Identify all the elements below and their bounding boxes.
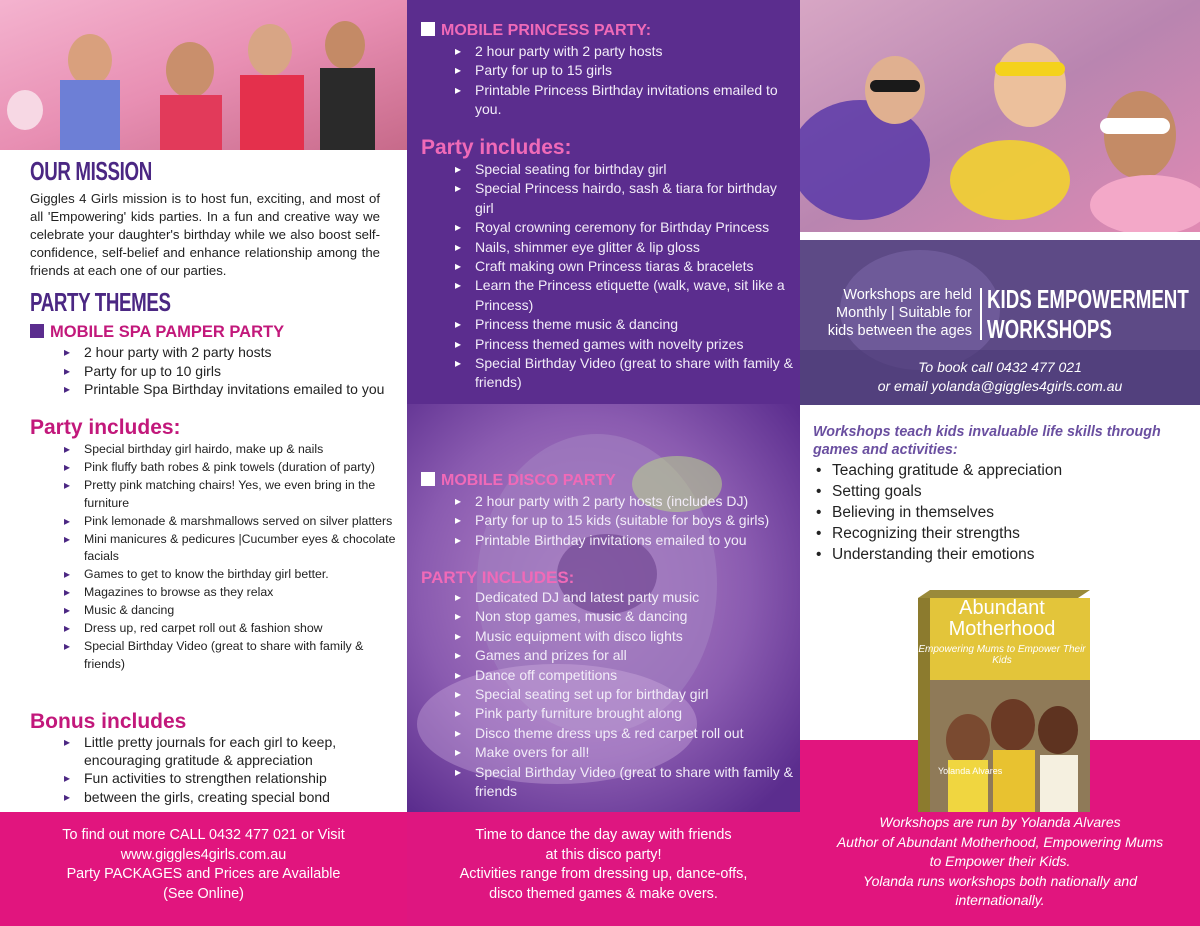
list-item: • Recognizing their strengths — [816, 523, 1186, 544]
book-subtitle: Empowering Mums to Empower Their Kids — [918, 644, 1086, 666]
list-item: ▸ Nails, shimmer eye glitter & lip gloss — [453, 238, 793, 257]
list-item: ▸ Special Birthday Video (great to share with family & friends) — [453, 354, 793, 393]
girls-sunglasses-photo — [800, 0, 1200, 232]
workshops-band — [800, 240, 1200, 405]
footer-line: Activities range from dressing up, dance-offs, — [459, 866, 748, 882]
footer-line: (See Online) — [163, 885, 244, 902]
list-item: ▸ Party for up to 15 girls — [453, 61, 793, 80]
list-item: ▸ Non stop games, music & dancing — [453, 607, 793, 626]
princess-includes-list — [453, 160, 793, 393]
princess-party-title-text: MOBILE PRINCESS PARTY: — [441, 22, 652, 39]
workshops-title — [987, 284, 1189, 344]
footer-line: Party PACKAGES and Prices are Available — [66, 866, 341, 882]
workshops-title-line: WORKSHOPS — [987, 314, 1112, 344]
list-item: ▸ 2 hour party with 2 party hosts — [453, 42, 793, 61]
list-item: ▸ Pink party furniture brought along — [453, 704, 793, 723]
list-item: ▸ Pink fluffy bath robes & pink towels (duration of party) — [62, 459, 397, 477]
workshops-schedule-line: Monthly | Suitable for — [836, 305, 972, 321]
disco-party-list — [453, 492, 793, 550]
spa-party-title-text: MOBILE SPA PAMPER PARTY — [50, 323, 285, 341]
princess-party-title — [421, 22, 651, 40]
footer-line: Yolanda runs workshops both nationally and — [863, 872, 1137, 889]
list-item: ▸ Princess theme music & dancing — [453, 315, 793, 334]
list-item: ▸ 2 hour party with 2 party hosts (includes DJ) — [453, 492, 793, 511]
list-item: ▸ Party for up to 10 girls — [62, 362, 392, 381]
mission-title: OUR MISSION — [30, 156, 152, 186]
list-item: • Understanding their emotions — [816, 544, 1186, 565]
spa-party-title — [30, 323, 284, 342]
footer-line: Author of Abundant Motherhood, Empowering Mums — [836, 833, 1164, 850]
footer-line: Workshops are run by Yolanda Alvares — [879, 814, 1121, 830]
workshops-intro: Workshops teach kids invaluable life skills through games and activities: — [813, 424, 1161, 458]
spa-includes-list — [62, 441, 397, 674]
list-item: ▸ Party for up to 15 kids (suitable for boys & girls) — [453, 511, 793, 530]
list-item: ▸ Disco theme dress ups & red carpet roll out — [453, 724, 793, 743]
footer-line: internationally. — [955, 892, 1045, 908]
middle-footer — [407, 812, 800, 926]
book-author: Yolanda Alvares — [938, 766, 1003, 776]
spa-party-list — [62, 343, 392, 399]
left-footer — [0, 812, 407, 926]
list-item: ▸ Music equipment with disco lights — [453, 627, 793, 646]
list-item: ▸ Learn the Princess etiquette (walk, wave, sit like a Princess) — [453, 276, 793, 315]
list-item: ▸ Pink lemonade & marshmallows served on silver platters — [62, 513, 397, 531]
book-title — [918, 598, 1086, 640]
disco-party-title — [421, 472, 616, 490]
list-item: ▸ Princess themed games with novelty prizes — [453, 335, 793, 354]
book-title-line: Motherhood — [948, 618, 1056, 640]
workshops-skills-list — [816, 460, 1186, 565]
workshops-schedule-line: Workshops are held — [843, 287, 972, 303]
workshops-schedule — [812, 286, 972, 340]
list-item: ▸ Music & dancing — [62, 602, 397, 620]
booking-email: or email yolanda@giggles4girls.com.au — [877, 377, 1123, 394]
footer-website: www.giggles4girls.com.au — [120, 846, 287, 863]
list-item: ▸ Printable Spa Birthday invitations emailed to you — [62, 380, 392, 399]
list-item: • Teaching gratitude & appreciation — [816, 460, 1186, 481]
workshops-schedule-line: kids between the ages — [827, 323, 972, 339]
list-item: ▸ Special Birthday Video (great to share with family & friends — [453, 763, 793, 802]
workshops-booking — [800, 358, 1200, 395]
list-item: ▸ Dance off competitions — [453, 666, 793, 685]
booking-phone: To book call 0432 477 021 — [918, 359, 1082, 375]
square-bullet-icon — [30, 324, 44, 338]
list-item: ▸ Printable Princess Birthday invitations emailed to you. — [453, 81, 793, 120]
footer-line: at this disco party! — [545, 846, 662, 863]
list-item: ▸ Little pretty journals for each girl to keep, encouraging gratitude & appreciation — [62, 733, 392, 769]
list-item: ▸ Special Birthday Video (great to share with family & friends) — [62, 638, 397, 674]
disco-party-title-text: MOBILE DISCO PARTY — [441, 472, 616, 489]
party-girls-photo — [0, 0, 407, 150]
list-item: ▸ Printable Birthday invitations emailed to you — [453, 531, 793, 550]
footer-line: Time to dance the day away with friends — [475, 827, 732, 843]
middle-panel — [407, 0, 800, 926]
list-item: • Believing in themselves — [816, 502, 1186, 523]
list-item: ▸ Special birthday girl hairdo, make up & nails — [62, 441, 397, 459]
bonus-title: Bonus includes — [30, 710, 187, 733]
list-item: ▸ between the girls, creating special bond — [62, 788, 392, 806]
left-panel — [0, 0, 407, 926]
themes-title: PARTY THEMES — [30, 287, 171, 317]
princess-party-list — [453, 42, 793, 120]
disco-includes-title: PARTY INCLUDES: — [421, 568, 575, 587]
list-item: ▸ Royal crowning ceremony for Birthday Princess — [453, 218, 793, 237]
list-item: ▸ Pretty pink matching chairs! Yes, we even bring in the furniture — [62, 477, 397, 513]
divider — [980, 288, 982, 340]
list-item: ▸ Dress up, red carpet roll out & fashion show — [62, 620, 397, 638]
square-bullet-icon — [421, 472, 435, 486]
footer-line: To find out more CALL 0432 477 021 or Visit — [62, 827, 345, 843]
list-item: ▸ Mini manicures & pedicures |Cucumber eyes & chocolate facials — [62, 531, 397, 567]
bonus-list — [62, 733, 392, 806]
square-bullet-icon — [421, 22, 435, 36]
disco-includes-list — [453, 588, 793, 801]
workshops-title-line: KIDS EMPOWERMENT — [987, 284, 1189, 314]
list-item: ▸ Special seating set up for birthday girl — [453, 685, 793, 704]
list-item: ▸ Dedicated DJ and latest party music — [453, 588, 793, 607]
list-item: ▸ Games and prizes for all — [453, 646, 793, 665]
list-item: ▸ Craft making own Princess tiaras & bracelets — [453, 257, 793, 276]
list-item: ▸ Magazines to browse as they relax — [62, 584, 397, 602]
list-item: ▸ 2 hour party with 2 party hosts — [62, 343, 392, 362]
mission-text: Giggles 4 Girls mission is to host fun, exciting, and most of all 'Empowering' kids parties. In a fun and creative way we celebrate your daughter's birthday while we also boost self-confidence, self-belief and enhance relationship among the friends at each one of our parties. — [30, 191, 380, 278]
spa-includes-title: Party includes: — [30, 416, 181, 439]
book-cover — [918, 590, 1090, 812]
list-item: ▸ Fun activities to strengthen relationship — [62, 769, 392, 787]
princess-includes-title: Party includes: — [421, 136, 572, 159]
list-item: ▸ Special Princess hairdo, sash & tiara for birthday girl — [453, 179, 793, 218]
book-title-line: Abundant — [959, 597, 1045, 619]
list-item: • Setting goals — [816, 481, 1186, 502]
footer-line: to Empower their Kids. — [929, 853, 1071, 869]
list-item: ▸ Make overs for all! — [453, 743, 793, 762]
footer-line: disco themed games & make overs. — [489, 885, 718, 902]
list-item: ▸ Special seating for birthday girl — [453, 160, 793, 179]
list-item: ▸ Games to get to know the birthday girl better. — [62, 566, 397, 584]
